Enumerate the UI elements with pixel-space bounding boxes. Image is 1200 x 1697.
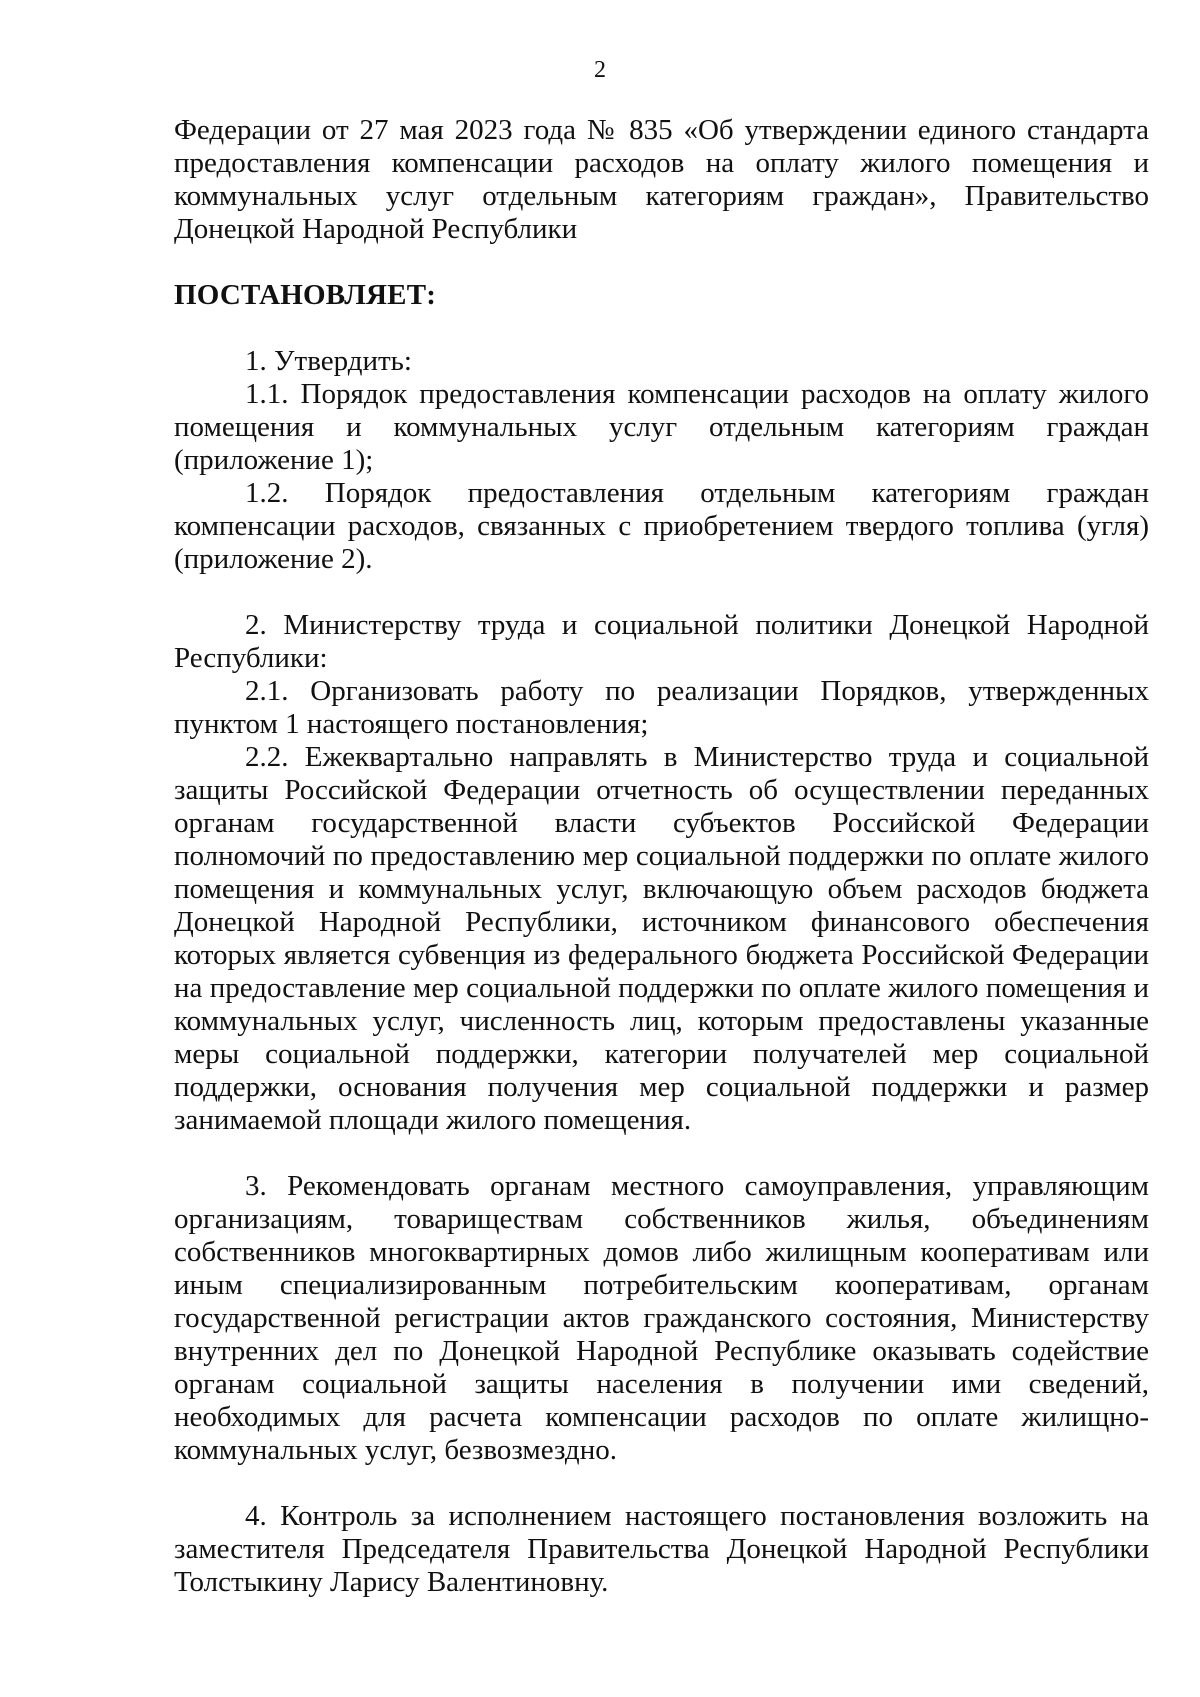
- clause-1-1: 1.1. Порядок предоставления компенсации расходов на оплату жилого помещения и коммунальных услуг отдельным категориям граждан (приложение 1);: [174, 378, 1149, 476]
- spacer: [174, 246, 1149, 279]
- clause-3: 3. Рекомендовать органам местного самоуправления, управляющим организациям, товариществам собственников жилья, объединениям собственников многоквартирных домов либо жилищным кооперативам или иным специализированным потребительским кооперативам, органам государственной регистрации актов гражданского состояния, Министерству внутренних дел по Донецкой Народной Республике оказывать содействие органам социальной защиты населения в получении ими сведений, необходимых для расчета компенсации расходов по оплате жилищно-коммунальных услуг, безвозмездно.: [174, 1170, 1149, 1466]
- clause-2-1: 2.1. Организовать работу по реализации Порядков, утвержденных пунктом 1 настоящего постановления;: [174, 675, 1149, 740]
- spacer: [174, 1467, 1149, 1500]
- clause-1: 1. Утвердить:: [245, 345, 412, 377]
- document-body: [174, 114, 1149, 1599]
- clause-2: 2. Министерству труда и социальной политики Донецкой Народной Республики:: [174, 609, 1149, 674]
- intro-paragraph: Федерации от 27 мая 2023 года № 835 «Об утверждении единого стандарта предоставления компенсации расходов на оплату жилого помещения и коммунальных услуг отдельным категориям граждан», Правительство Донецкой Народной Республики: [174, 114, 1149, 245]
- spacer: [174, 1137, 1149, 1170]
- clause-4: 4. Контроль за исполнением настоящего постановления возложить на заместителя Председателя Правительства Донецкой Народной Республики Толстыкину Ларису Валентиновну.: [174, 1500, 1149, 1598]
- clause-1-2: 1.2. Порядок предоставления отдельным категориям граждан компенсации расходов, связанных с приобретением твердого топлива (угля) (приложение 2).: [174, 477, 1149, 575]
- clause-2-2: 2.2. Ежеквартально направлять в Министерство труда и социальной защиты Российской Федерации отчетность об осуществлении переданных органам государственной власти субъектов Российской Федерации полномочий по предоставлению мер социальной поддержки по оплате жилого помещения и коммунальных услуг, включающую объем расходов бюджета Донецкой Народной Республики, источником финансового обеспечения которых является субвенция из федерального бюджета Российской Федерации на предоставление мер социальной поддержки по оплате жилого помещения и коммунальных услуг, численность лиц, которым предоставлены указанные меры социальной поддержки, категории получателей мер социальной поддержки, основания получения мер социальной поддержки и размер занимаемой площади жилого помещения.: [174, 741, 1149, 1136]
- resolution-heading: ПОСТАНОВЛЯЕТ:: [174, 279, 437, 311]
- spacer: [174, 312, 1149, 345]
- spacer: [174, 576, 1149, 609]
- page-number: 2: [594, 57, 606, 83]
